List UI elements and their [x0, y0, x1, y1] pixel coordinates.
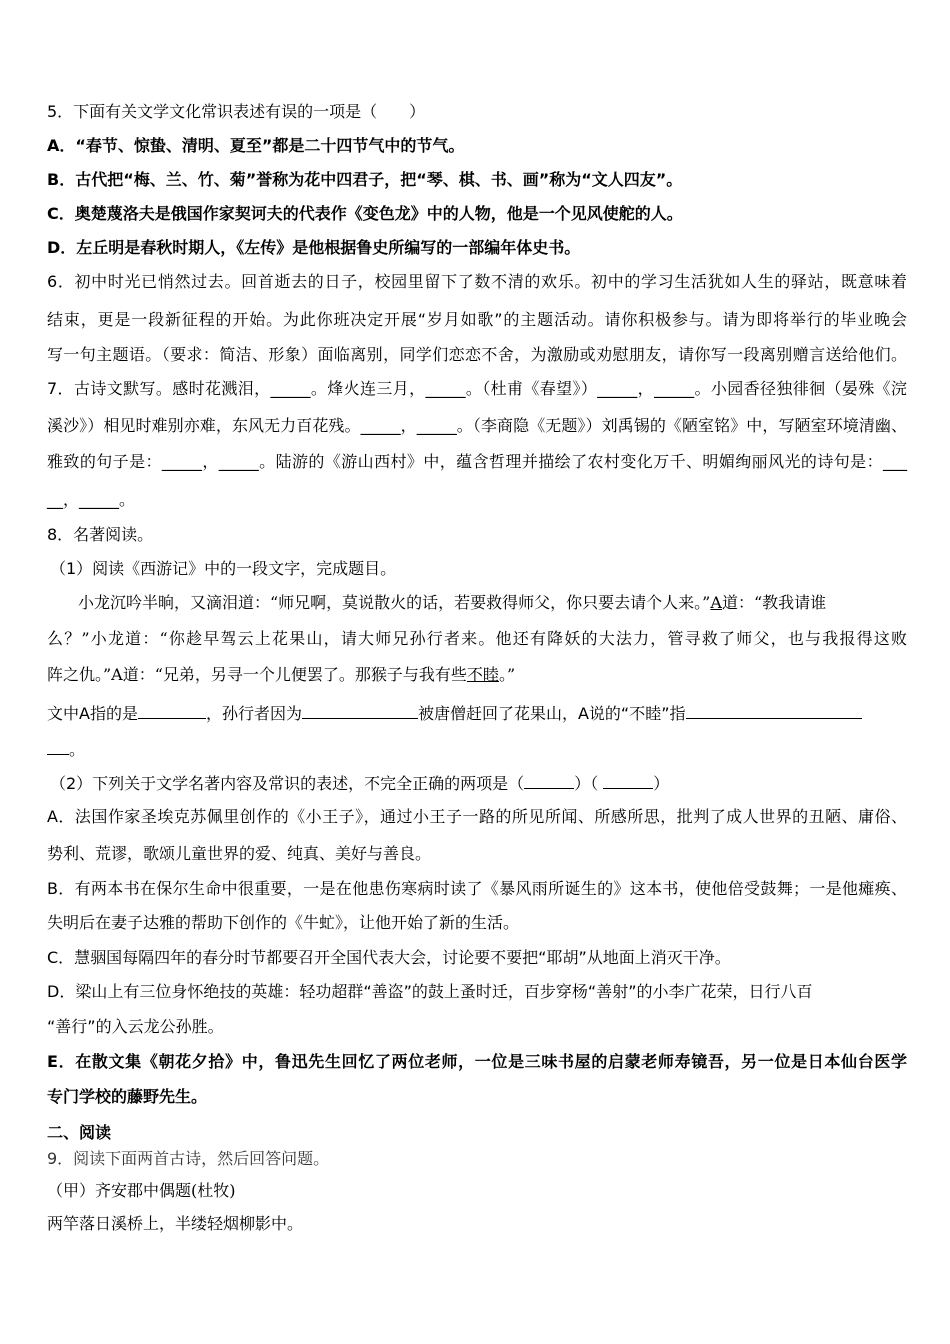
option-line: D．梁山上有三位身怀绝技的英雄：轻功超群“善盗”的鼓上蚤时迁，百步穿杨“善射”的小李广花荣，日行八百 [47, 982, 813, 1001]
q8-part1-title: （1）阅读《西游记》中的一段文字，完成题目。 [50, 559, 397, 578]
passage-line: 么？”小龙道：“你趁早驾云上花果山，请大师兄孙行者来。他还有降妖的大法力，管寻救了师父，也与我报得这败 [47, 629, 907, 648]
section-title: 二、阅读 [47, 1123, 112, 1142]
q8-fill-line: 文中A指的是 ，孙行者因为 被唐僧赶回了花果山，A说的“不睦”指 [47, 702, 862, 724]
option-line: “善行”的入云龙公孙胜。 [47, 1017, 224, 1036]
q8-stem: 8．名著阅读。 [47, 525, 154, 544]
q9-stem: 9．阅读下面两首古诗，然后回答问题。 [47, 1149, 330, 1168]
answer-blank[interactable] [524, 772, 574, 789]
option-line: 失明后在妻子达雅的帮助下创作的《牛虻》，让他开始了新的生活。 [47, 913, 520, 932]
q7-line: 雅致的句子是：_____，_____。陆游的《游山西村》中，蕴含哲理并描绘了农村变化万千、明媚绚丽风光的诗句是：___ [47, 452, 907, 471]
q5-stem: 5．下面有关文学文化常识表述有误的一项是（ ） [47, 102, 426, 121]
option-line: A．法国作家圣埃克苏佩里创作的《小王子》，通过小王子一路的所见所闻、所感所思，批判了成人世界的丑陋、庸俗、 [47, 807, 907, 826]
q6-line: 写一句主题语。（要求：简洁、形象）面临离别，同学们恋恋不舍，为激励或劝慰朋友，请你写一段离别赠言送给他们。 [47, 345, 907, 364]
option-line: 势利、荒谬，歌颂儿童世界的爱、纯真、美好与善良。 [47, 844, 432, 863]
option-line: B．有两本书在保尔生命中很重要，一是在他患伤寒病时读了《暴风雨所诞生的》这本书，使他倍受鼓舞；一是他瘫痪、 [47, 879, 907, 898]
answer-blank[interactable] [302, 702, 418, 719]
answer-blank[interactable] [603, 772, 653, 789]
option-line: E．在散文集《朝花夕拾》中，鲁迅先生回忆了两位老师，一位是三味书屋的启蒙老师寿镜吾，另一位是日本仙台医学 [47, 1052, 907, 1071]
q5-option-b: B．古代把“梅、兰、竹、菊”誉称为花中四君子，把“琴、棋、书、画”称为“文人四友”。 [47, 170, 683, 189]
q7-line: __，_____。 [47, 490, 136, 509]
q6-line: 结束，更是一段新征程的开始。为此你班决定开展“岁月如歌”的主题活动。请你积极参与。请为即将举行的毕业晚会 [47, 310, 907, 329]
answer-blank[interactable] [47, 738, 69, 755]
passage-line: 小龙沉吟半晌，又滴泪道：“师兄啊，莫说散火的话，若要救得师父，你只要去请个人来。”A道：“教我请谁 [78, 593, 827, 612]
q8-fill-end: 。 [47, 738, 85, 760]
poem-line: 两竿落日溪桥上，半缕轻烟柳影中。 [47, 1214, 304, 1233]
option-line: C．慧骃国每隔四年的春分时节都要召开全国代表大会，讨论要不要把“耶胡”从地面上消灭干净。 [47, 948, 731, 967]
q6-line: 6．初中时光已悄然过去。回首逝去的日子，校园里留下了数不清的欢乐。初中的学习生活犹如人生的驿站，既意味着 [47, 272, 907, 291]
q5-option-c: C．奥楚蔑洛夫是俄国作家契诃夫的代表作《变色龙》中的人物，他是一个见风使舵的人。 [47, 204, 683, 223]
answer-blank[interactable] [138, 702, 206, 719]
poem-title: （甲）齐安郡中偶题(杜牧) [47, 1181, 236, 1200]
q7-line: 7．古诗文默写。感时花溅泪，_____。烽火连三月，_____。（杜甫《春望》）_____，_____。小园香径独徘徊（晏殊《浣 [47, 379, 907, 398]
option-line: 专门学校的藤野先生。 [47, 1087, 208, 1106]
q7-line: 溪沙》）相见时难别亦难，东风无力百花残。_____，_____。（李商隐《无题》）刘禹锡的《陋室铭》中，写陋室环境清幽、 [47, 416, 907, 435]
q5-option-d: D．左丘明是春秋时期人，《左传》是他根据鲁史所编写的一部编年体史书。 [47, 238, 581, 257]
answer-blank[interactable] [686, 702, 862, 719]
q5-option-a: A．“春节、惊蛰、清明、夏至”都是二十四节气中的节气。 [47, 136, 465, 155]
q8-part2-title: （2）下列关于文学名著内容及常识的表述，不完全正确的两项是（ ）（ ） [50, 774, 670, 793]
passage-line: 阵之仇。”A道：“兄弟，另寻一个儿便罢了。那猴子与我有些不睦。” [47, 665, 516, 684]
